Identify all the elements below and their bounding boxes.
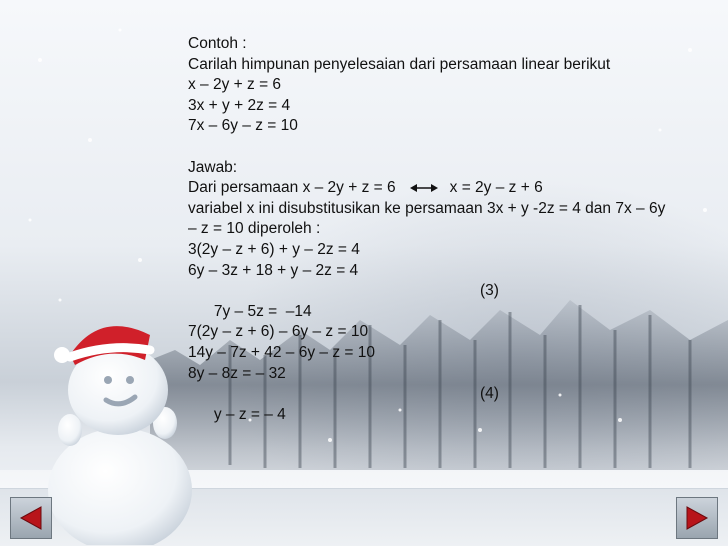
step-2: 6y – 3z + 18 + y – 2z = 4 — [188, 261, 359, 279]
heading-answer: Jawab: — [188, 158, 238, 176]
prev-triangle-icon — [17, 504, 45, 532]
snowman-icon — [40, 305, 200, 545]
equation-3: 7x – 6y – z = 10 — [188, 117, 298, 135]
equation-number-3: (3) — [480, 282, 499, 300]
step-3: 7(2y – z + 6) – 6y – z = 10 — [188, 323, 369, 341]
substitution-line — [188, 178, 708, 199]
substitution-note: variabel x ini disubstitusikan ke persamaan 3x + y -2z = 4 dan 7x – 6y — [188, 199, 666, 217]
result-equation-3-text: 7y – 5z = –14 — [213, 302, 312, 320]
solution-text — [188, 34, 708, 423]
equation-2: 3x + y + 2z = 4 — [188, 96, 291, 114]
step-1: 3(2y – z + 6) + y – 2z = 4 — [188, 240, 360, 258]
equation-1: x – 2y + z = 6 — [188, 76, 282, 94]
step-5: 8y – 8z = – 32 — [188, 364, 286, 382]
next-triangle-icon — [683, 504, 711, 532]
previous-slide-button[interactable] — [10, 497, 52, 539]
substitution-result: x = 2y – z + 6 — [449, 179, 543, 197]
left-right-arrow-icon — [410, 183, 438, 193]
equation-number-4: (4) — [480, 385, 499, 403]
blank-line — [188, 137, 708, 158]
result-equation-4 — [188, 384, 708, 423]
problem-statement: Carilah himpunan penyelesaian dari persamaan linear berikut — [188, 55, 611, 73]
substitution-from: Dari persamaan x – 2y + z = 6 — [188, 179, 396, 197]
heading-example: Contoh : — [188, 35, 247, 52]
substitution-note-continued: – z = 10 diperoleh : — [188, 220, 321, 238]
step-4: 14y – 7z + 42 – 6y – z = 10 — [188, 343, 375, 361]
result-equation-3 — [188, 281, 708, 320]
result-equation-4-text: y – z = – 4 — [213, 405, 286, 423]
next-slide-button[interactable] — [676, 497, 718, 539]
